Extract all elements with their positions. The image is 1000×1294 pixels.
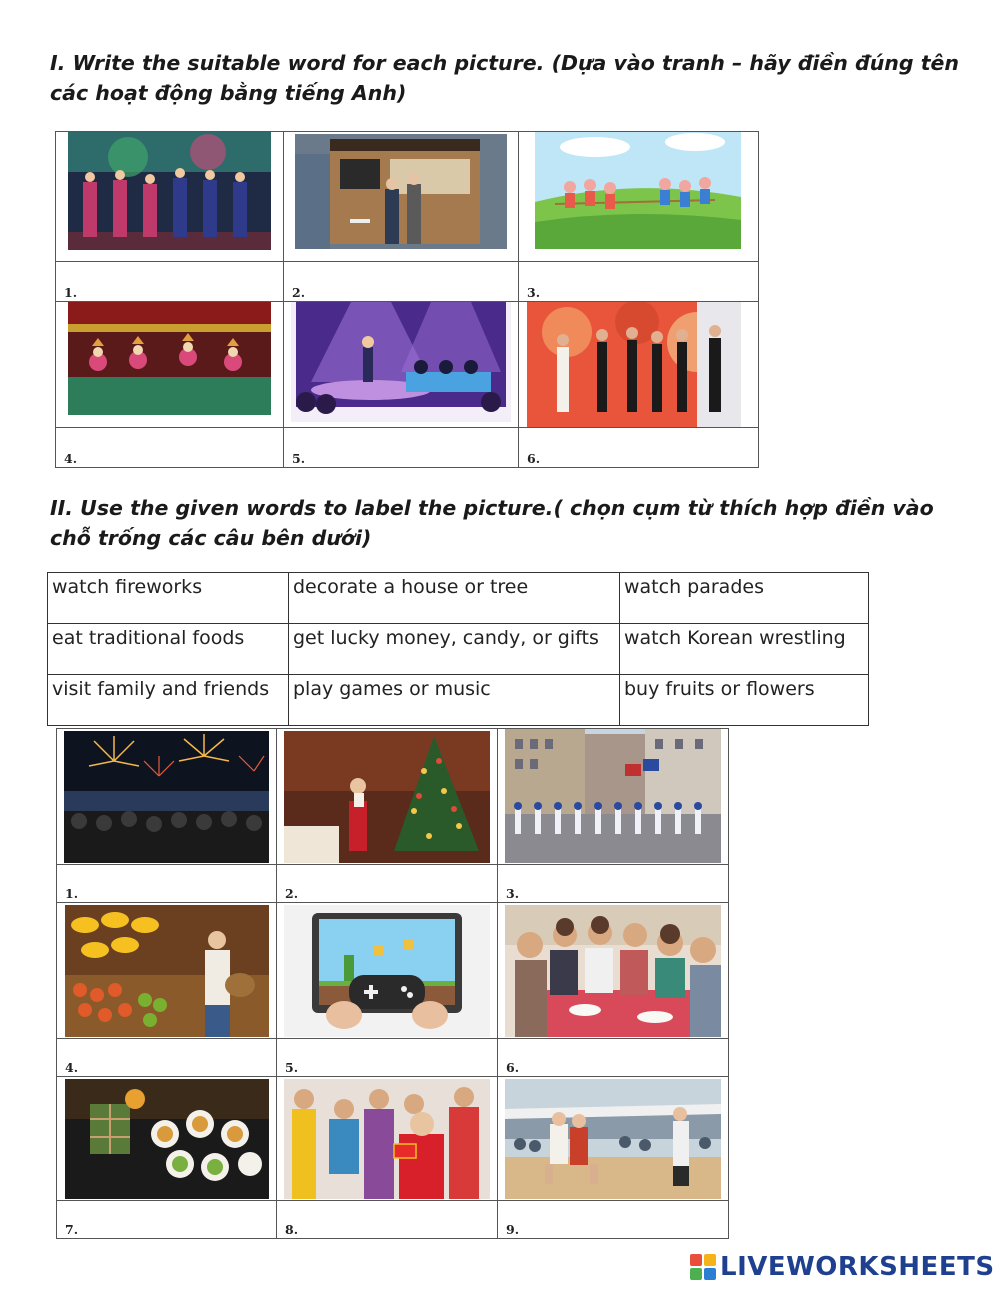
word-option: eat traditional foods — [48, 624, 289, 675]
section-1-picture-table — [55, 131, 759, 468]
item-number: 1. — [64, 285, 78, 300]
dance-performance-picture — [68, 132, 271, 250]
answer-cell[interactable] — [498, 1201, 729, 1239]
word-option: watch fireworks — [48, 573, 289, 624]
word-option: watch parades — [620, 573, 869, 624]
item-number: 8. — [285, 1222, 299, 1237]
picture-cell — [57, 903, 277, 1039]
answer-cell[interactable] — [277, 1039, 498, 1077]
answer-cell[interactable] — [277, 1201, 498, 1239]
word-option: play games or music — [289, 675, 620, 726]
fruit-market-picture — [65, 905, 269, 1037]
logo-square-yellow — [704, 1254, 716, 1266]
answer-cell[interactable] — [56, 428, 284, 468]
picture-cell — [57, 729, 277, 865]
item-number: 4. — [65, 1060, 79, 1075]
logo-square-blue — [704, 1268, 716, 1280]
word-bank-table — [47, 572, 869, 726]
item-number: 3. — [506, 886, 520, 901]
picture-cell — [277, 1077, 498, 1201]
item-number: 5. — [285, 1060, 299, 1075]
answer-cell[interactable] — [56, 262, 284, 302]
water-puppetry-picture — [68, 302, 271, 415]
logo-square-green — [690, 1268, 702, 1280]
item-number: 1. — [65, 886, 79, 901]
answer-cell[interactable] — [284, 262, 519, 302]
answer-cell[interactable] — [57, 1201, 277, 1239]
section-2-heading: II. Use the given words to label the picture.( chọn cụm từ thích hợp điền vào chỗ trống các câu bên dưới) — [50, 496, 934, 550]
logo-square-red — [690, 1254, 702, 1266]
answer-cell[interactable] — [498, 1039, 729, 1077]
item-number: 6. — [506, 1060, 520, 1075]
picture-cell — [498, 729, 729, 865]
picture-cell — [56, 302, 284, 428]
picture-cell — [498, 1077, 729, 1201]
word-option: visit family and friends — [48, 675, 289, 726]
coffee-stall-picture — [295, 134, 507, 249]
answer-cell[interactable] — [57, 865, 277, 903]
picture-cell — [498, 903, 729, 1039]
parade-picture — [505, 729, 721, 863]
word-option: buy fruits or flowers — [620, 675, 869, 726]
picture-cell — [519, 302, 759, 428]
picture-cell — [519, 132, 759, 262]
item-number: 6. — [527, 451, 541, 466]
answer-cell[interactable] — [498, 865, 729, 903]
tug-of-war-picture — [535, 132, 741, 249]
item-number: 2. — [285, 886, 299, 901]
friends-dinner-picture — [505, 905, 721, 1037]
item-number: 4. — [64, 451, 78, 466]
lucky-money-picture — [284, 1079, 490, 1199]
picture-cell — [57, 1077, 277, 1201]
answer-cell[interactable] — [519, 428, 759, 468]
section-2-picture-table — [56, 728, 729, 1239]
answer-cell[interactable] — [519, 262, 759, 302]
item-number: 9. — [506, 1222, 520, 1237]
traditional-food-picture — [65, 1079, 269, 1199]
talent-show-picture — [291, 302, 511, 422]
liveworksheets-logo[interactable] — [690, 1252, 995, 1282]
decorating-tree-picture — [284, 731, 490, 863]
korean-wrestling-picture — [505, 1079, 721, 1199]
item-number: 3. — [527, 285, 541, 300]
video-game-picture — [284, 905, 490, 1037]
logo-icon — [690, 1254, 716, 1280]
picture-cell — [277, 729, 498, 865]
item-number: 2. — [292, 285, 306, 300]
section-1-heading: I. Write the suitable word for each picture. (Dựa vào tranh – hãy điền đúng tên các hoạt động bằng tiếng Anh) — [50, 51, 959, 105]
fireworks-picture — [64, 731, 269, 863]
logo-text: LIVEWORKSHEETS — [720, 1252, 995, 1282]
fashion-show-picture — [527, 302, 741, 428]
word-option: decorate a house or tree — [289, 573, 620, 624]
answer-cell[interactable] — [57, 1039, 277, 1077]
item-number: 7. — [65, 1222, 79, 1237]
picture-cell — [284, 132, 519, 262]
word-option: get lucky money, candy, or gifts — [289, 624, 620, 675]
answer-cell[interactable] — [277, 865, 498, 903]
word-option: watch Korean wrestling — [620, 624, 869, 675]
item-number: 5. — [292, 451, 306, 466]
answer-cell[interactable] — [284, 428, 519, 468]
picture-cell — [284, 302, 519, 428]
picture-cell — [277, 903, 498, 1039]
picture-cell — [56, 132, 284, 262]
